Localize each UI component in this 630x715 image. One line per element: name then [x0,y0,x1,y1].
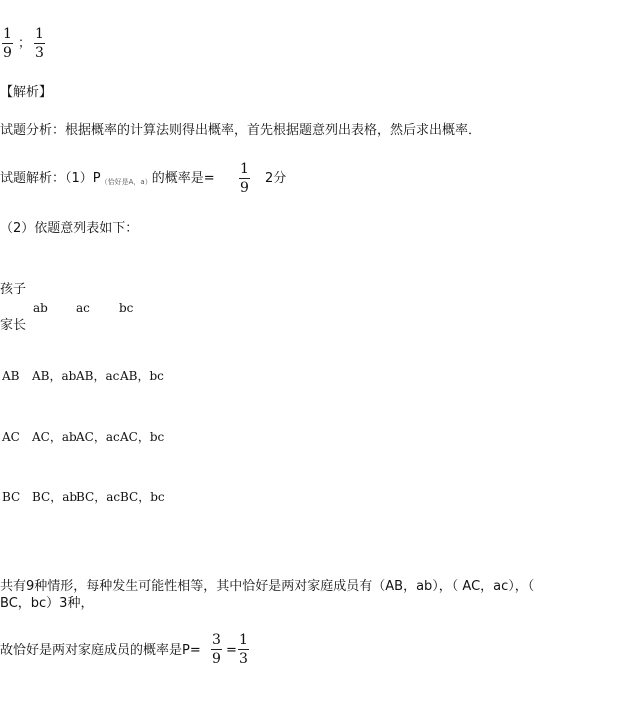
final-fraction-2 [238,633,249,666]
conclusion-line-1: 共有9种情形，每种发生可能性相等，其中恰好是两对家庭成员有（AB，ab），（ AC，ac），（ [0,579,535,594]
table-cell: BC，bc [120,490,165,504]
fraction-numerator: 1 [239,632,248,648]
table-header-cell: bc [119,301,134,315]
table-cell: AB，bc [120,369,164,383]
table-row-label: BC [2,490,21,504]
solution-1-fraction [239,162,250,195]
answer-fraction-2 [34,27,45,60]
fraction-denominator: 3 [35,45,44,61]
analysis-text: 试题分析：根据概率的计算法则得出概率，首先根据题意列出表格，然后求出概率． [0,123,482,138]
answer-fraction-1 [2,27,13,60]
table-row-label: AC [2,430,20,444]
fraction-denominator: 9 [3,45,12,61]
table-header-cell: ac [76,301,90,315]
table-cell: AB，ac [76,369,120,383]
solution-1-mid: 的概率是= [151,171,215,186]
solution-part-2: （2）依题意列表如下： [0,221,139,236]
table-corner-top: 孩子 [0,282,27,297]
fraction-denominator: 9 [212,651,221,667]
table-cell: AB，ab [32,369,77,383]
table-row-label: AB [2,369,20,383]
fraction-numerator: 1 [3,26,12,42]
conclusion-line-2: BC，bc）3种， [0,596,94,611]
table-cell: BC，ac [76,490,121,504]
solution-1-subscript: （恰好是A，a） [100,178,152,186]
fraction-numerator: 3 [212,632,221,648]
section-title: 【解析】 [0,85,53,100]
table-corner-bottom: 家长 [0,318,27,333]
table-cell: AC，ac [76,430,120,444]
solution-1-prefix: 试题解析：（1）P [0,171,101,186]
table-cell: BC，ab [32,490,78,504]
table-cell: AC，ab [32,430,77,444]
table-cell: AC，bc [120,430,165,444]
final-prefix: 故恰好是两对家庭成员的概率是P= [0,643,201,658]
final-equals: = [226,643,237,658]
table-header-cell: ab [33,301,48,315]
solution-part-1 [0,172,215,185]
solution-1-suffix: 2分 [265,171,287,186]
fraction-numerator: 1 [35,26,44,42]
fraction-numerator: 1 [240,161,249,177]
fraction-denominator: 9 [240,180,249,196]
answer-separator: ； [18,36,32,51]
final-fraction-1 [211,633,222,666]
fraction-denominator: 3 [239,651,248,667]
